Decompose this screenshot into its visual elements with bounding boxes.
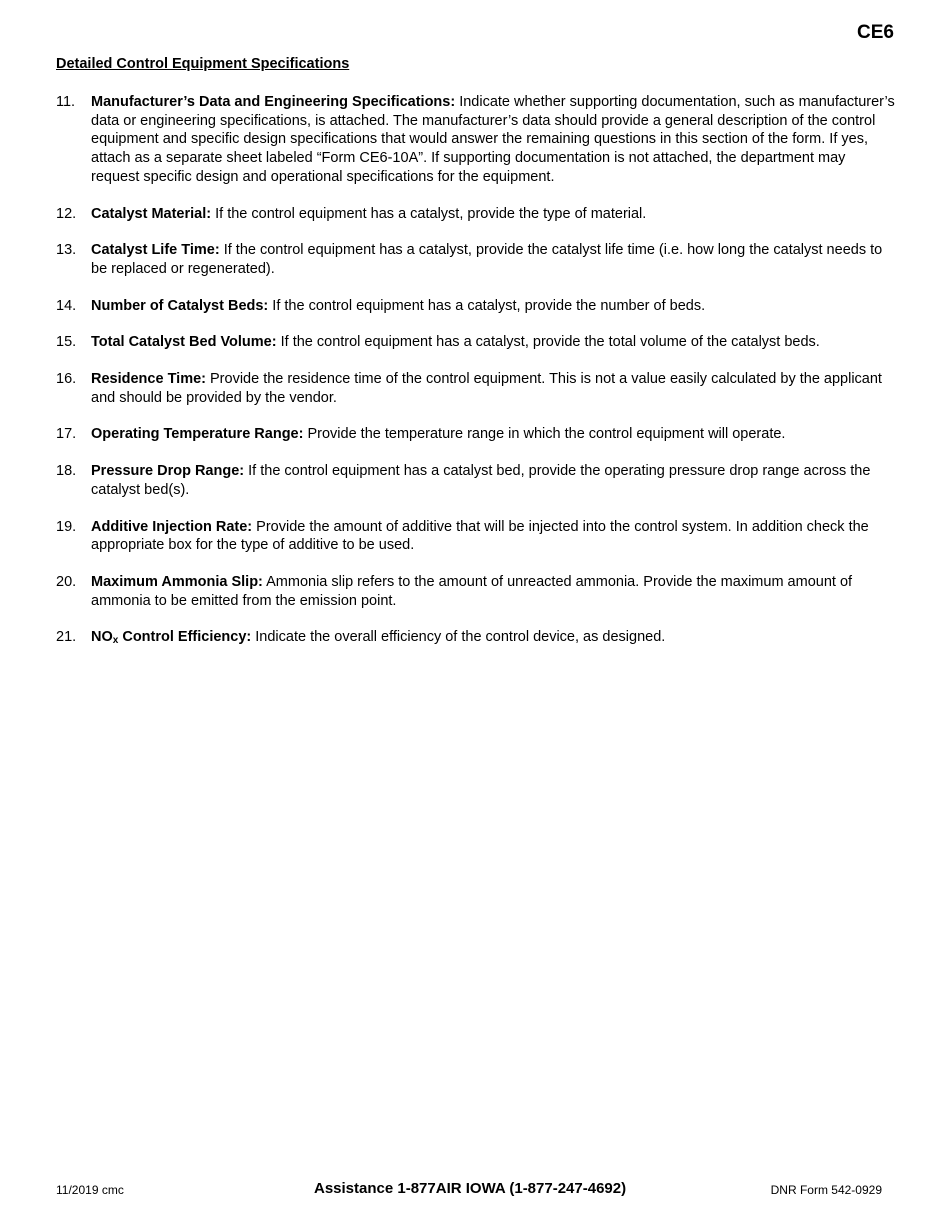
item-text: If the control equipment has a catalyst bed, provide the operating pressure drop range across the catalyst bed(s). (91, 463, 871, 498)
item-number: 13. (56, 242, 77, 259)
item-body (91, 370, 896, 407)
item-text: Ammonia slip refers to the amount of unreacted ammonia. Provide the maximum amount of ammonia to be emitted from the emission point. (91, 573, 853, 609)
footer-assistance-line: Assistance 1-877AIR IOWA (1-877-247-4692) (314, 1180, 627, 1197)
item-number: 14. (56, 297, 77, 314)
item-number: 18. (56, 463, 77, 480)
instruction-item-12 (56, 205, 896, 224)
item-body (91, 628, 896, 647)
item-body (91, 205, 896, 224)
item-number: 16. (56, 371, 77, 388)
item-term: Maximum Ammonia Slip: (91, 573, 263, 590)
instruction-item-18 (56, 462, 896, 499)
item-text: Provide the residence time of the control equipment. This is not a value easily calculated by the applicant and should be provided by the vendor. (91, 371, 882, 406)
item-term: Operating Temperature Range: (91, 426, 304, 443)
item-term: Additive Injection Rate: (91, 518, 253, 535)
instruction-item-17 (56, 425, 896, 444)
page-footer (56, 1180, 882, 1200)
item-term: Catalyst Life Time: (91, 242, 220, 259)
instruction-item-11 (56, 93, 896, 187)
section-title: Detailed Control Equipment Specifications (56, 56, 350, 72)
item-number: 12. (56, 205, 77, 222)
item-term-subscript: x (112, 635, 119, 647)
item-body (91, 93, 896, 187)
item-text: If the control equipment has a catalyst, provide the total volume of the catalyst beds. (276, 334, 820, 351)
item-term: Manufacturer’s Data and Engineering Specifications: (91, 94, 456, 110)
item-body (91, 241, 896, 278)
instruction-item-19 (56, 518, 896, 555)
item-text: If the control equipment has a catalyst, provide the number of beds. (268, 297, 706, 314)
item-number: 21. (56, 629, 77, 646)
item-number: 15. (56, 334, 77, 351)
item-term: Catalyst Material: (91, 205, 212, 222)
item-term: Total Catalyst Bed Volume: (91, 334, 277, 351)
item-number: 17. (56, 426, 77, 443)
item-number: 20. (56, 573, 77, 590)
item-text: Provide the amount of additive that will be injected into the control system. In addition check the appropriate box for the type of additive to be used. (91, 518, 869, 554)
item-text: Provide the temperature range in which the control equipment will operate. (303, 426, 786, 443)
item-body (91, 333, 896, 352)
instruction-item-14 (56, 297, 896, 316)
item-text: If the control equipment has a catalyst, provide the type of material. (211, 205, 647, 222)
item-term: Number of Catalyst Beds: (91, 297, 269, 314)
item-text: Indicate whether supporting documentation, such as manufacturer’s data or engineering specifications, is attached. The manufacturer’s data should provide a general description of the control equipment and specific design specifications that would answer the remaining questions in this section of the form. If yes, attach as a separate sheet labeled “Form CE6-10A”. If supporting documentation is not attached, the department may request specific design and operational specifications for the equipment. (91, 94, 895, 185)
item-body (91, 462, 896, 499)
item-number: 19. (56, 518, 77, 535)
item-term: Pressure Drop Range: (91, 463, 245, 480)
instruction-item-20 (56, 573, 896, 610)
item-term-suffix: Control Efficiency: (118, 629, 252, 646)
item-text: If the control equipment has a catalyst, provide the catalyst life time (i.e. how long the catalyst needs to be replaced or regenerated). (91, 242, 883, 277)
footer-date-code: 11/2019 cmc (56, 1183, 124, 1197)
footer-form-number: DNR Form 542-0929 (770, 1183, 882, 1197)
item-term (91, 629, 251, 645)
item-term-prefix: NO (91, 629, 113, 646)
item-body (91, 297, 896, 316)
item-number: 11. (56, 94, 76, 110)
item-term: Residence Time: (91, 371, 206, 388)
instruction-list (56, 93, 896, 665)
instruction-item-15 (56, 333, 896, 352)
item-text: Indicate the overall efficiency of the control device, as designed. (251, 629, 666, 646)
item-body (91, 573, 896, 610)
item-body (91, 425, 896, 444)
instruction-item-13 (56, 241, 896, 278)
item-body (91, 518, 896, 555)
form-code: CE6 (857, 22, 894, 43)
instruction-item-21 (56, 628, 896, 647)
instruction-item-16 (56, 370, 896, 407)
